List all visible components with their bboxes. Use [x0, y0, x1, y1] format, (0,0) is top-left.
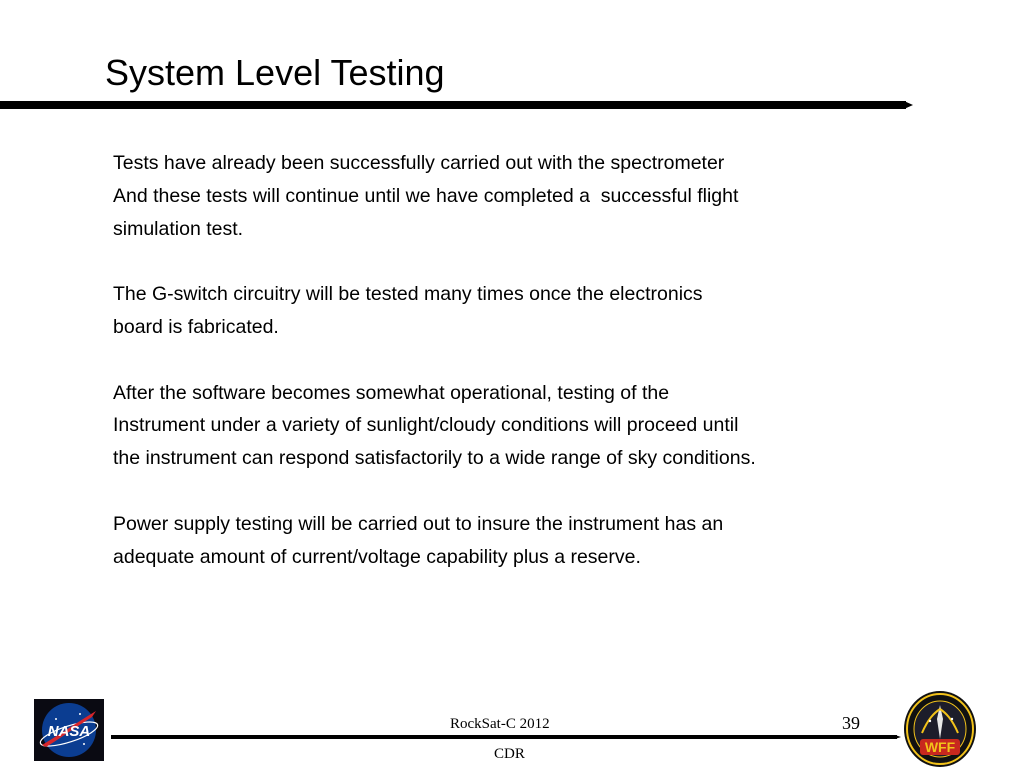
footer-event-name: RockSat-C 2012: [450, 716, 550, 732]
svg-text:NASA: NASA: [47, 723, 91, 740]
title-divider-tip: [904, 101, 913, 109]
paragraph-spacer: [113, 475, 913, 508]
paragraph-3: [113, 377, 913, 475]
paragraph-spacer: [113, 245, 913, 278]
nasa-logo-icon: [34, 699, 104, 761]
footer-review-label: CDR: [494, 746, 525, 762]
body-line: adequate amount of current/voltage capability plus a reserve.: [113, 545, 641, 568]
paragraph-1: [113, 147, 913, 245]
slide-body: [113, 147, 913, 573]
page-number: 39: [842, 713, 860, 733]
body-line: Power supply testing will be carried out to insure the instrument has an: [113, 512, 724, 535]
paragraph-2: [113, 278, 913, 344]
body-line: simulation test.: [113, 217, 244, 240]
footer-divider: [111, 735, 897, 739]
body-line: Instrument under a variety of sunlight/cloudy conditions will proceed until: [113, 414, 739, 437]
body-line: And these tests will continue until we have completed a successful flight: [113, 184, 739, 207]
body-line: Tests have already been successfully carried out with the spectrometer: [113, 152, 725, 174]
paragraph-spacer: [113, 344, 913, 377]
paragraph-4: [113, 508, 913, 574]
title-divider: [0, 101, 906, 109]
wff-patch-icon: [900, 689, 982, 768]
body-line: board is fabricated.: [113, 315, 279, 338]
slide-title: System Level Testing: [105, 52, 445, 93]
body-line: After the software becomes somewhat operational, testing of the: [113, 381, 670, 404]
body-line: the instrument can respond satisfactorily to a wide range of sky conditions.: [113, 447, 756, 470]
body-line: The G-switch circuitry will be tested many times once the electronics: [113, 283, 703, 306]
svg-text:WFF: WFF: [924, 739, 956, 755]
